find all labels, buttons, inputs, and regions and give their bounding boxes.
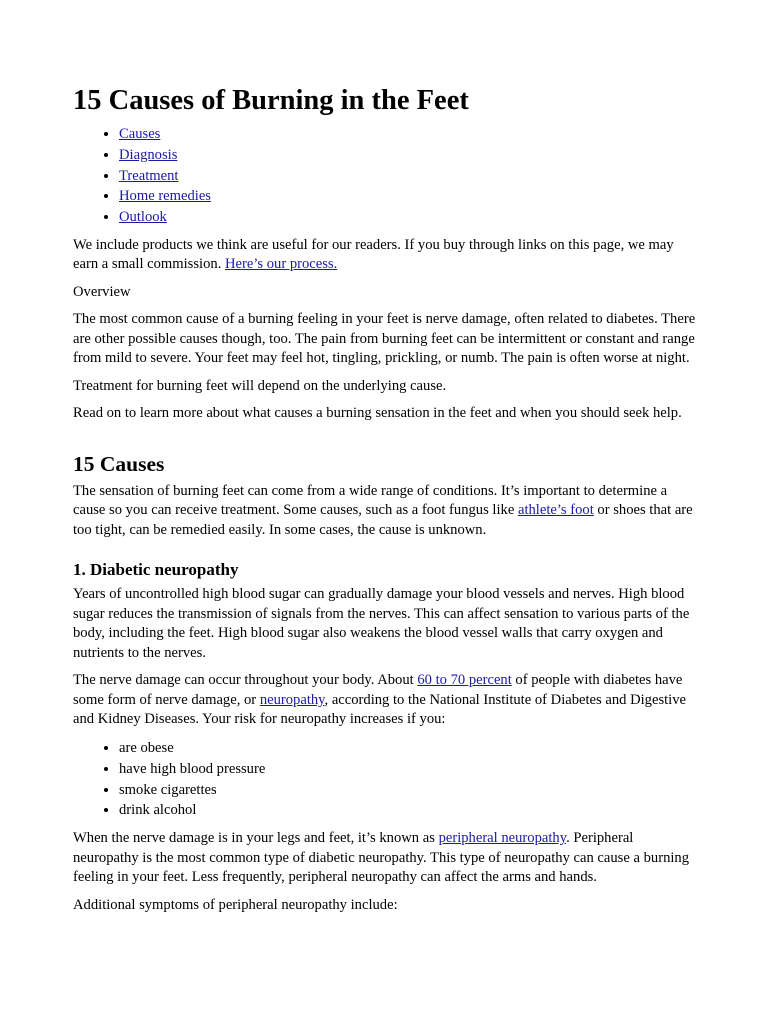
percent-link[interactable]: 60 to 70 percent [417,672,512,689]
neuropathy-p3-text-1: When the nerve damage is in your legs and feet, it’s known as [73,830,439,847]
neuropathy-p2-text-1: The nerve damage can occur throughout your body. About [73,672,418,689]
table-of-contents [73,124,698,228]
list-item: • smoke cigarettes [119,780,698,801]
list-item: • drink alcohol [119,800,698,821]
neuropathy-link[interactable]: neuropathy [259,691,325,708]
overview-paragraph-2: Treatment for burning feet will depend on the underlying cause. [73,377,447,394]
overview-label: Overview [73,283,131,300]
our-process-link[interactable]: Here’s our process. [225,256,338,273]
toc-item-outlook [119,207,698,228]
causes-intro-text-2: or shoes that are too tight, can be remedied easily. In some cases, the cause is unknown. [73,502,693,538]
neuropathy-paragraph-1: Years of uncontrolled high blood sugar can gradually damage your blood vessels and nerves. High blood sugar reduces the transmission of signals from the nerves. This can affect sensation to various parts of the body, including the feet. High blood sugar also weakens the blood vessel walls that carry oxygen and nutrients to the nerves. [73,586,690,661]
neuropathy-p3-text-2: . Peripheral neuropathy is the most common type of diabetic neuropathy. This type of neuropathy can cause a burning feeling in your feet. Less frequently, peripheral neuropathy can affect the arms and hands. [73,830,690,886]
page-title: 15 Causes of Burning in the Feet [73,85,469,116]
list-item: • have high blood pressure [119,759,698,780]
risk-factors-list [73,738,698,821]
toc-link-diagnosis[interactable]: Diagnosis [119,146,178,163]
article [73,84,698,923]
toc-item-home-remedies [119,186,698,207]
toc-link-home-remedies[interactable]: Home remedies [119,188,211,205]
neuropathy-paragraph-4: Additional symptoms of peripheral neuropathy include: [73,896,398,913]
toc-item-causes [119,124,698,145]
athletes-foot-link[interactable]: athlete’s foot [517,502,594,519]
disclosure-text: We include products we think are useful for our readers. If you buy through links on this page, we may earn a small commission. [73,236,674,273]
neuropathy-paragraph-3 [73,829,698,888]
list-item: • are obese [119,738,698,759]
causes-heading: 15 Causes [73,451,165,476]
toc-item-treatment [119,166,698,187]
toc-link-treatment[interactable]: Treatment [119,167,179,184]
neuropathy-paragraph-2 [73,671,698,730]
neuropathy-p2-text-2: of people with diabetes have some form of nerve damage, or [73,672,683,708]
section-diabetic-neuropathy-heading: 1. Diabetic neuropathy [73,560,239,580]
toc-link-outlook[interactable]: Outlook [119,209,167,226]
neuropathy-p2-text-3: , according to the National Institute of Diabetes and Digestive and Kidney Diseases. Your risk for neuropathy increases if you: [73,691,687,728]
toc-link-causes[interactable]: Causes [119,126,161,142]
toc-item-diagnosis [119,145,698,166]
disclosure-paragraph [73,236,698,275]
peripheral-neuropathy-link[interactable]: peripheral neuropathy [438,830,567,847]
overview-paragraph-3: Read on to learn more about what causes a burning sensation in the feet and when you should seek help. [73,405,682,422]
causes-intro-paragraph [73,482,698,541]
causes-intro-text-1: The sensation of burning feet can come from a wide range of conditions. It’s important to determine a cause so you can receive treatment. Some causes, such as a foot fungus like [73,482,668,519]
overview-paragraph-1: The most common cause of a burning feeling in your feet is nerve damage, often related to diabetes. There are other possible causes though, too. The pain from burning feet can be intermittent or constant and range from mild to severe. Your feet may feel hot, tingling, prickling, or numb. The pain is often worse at night. [73,311,696,367]
